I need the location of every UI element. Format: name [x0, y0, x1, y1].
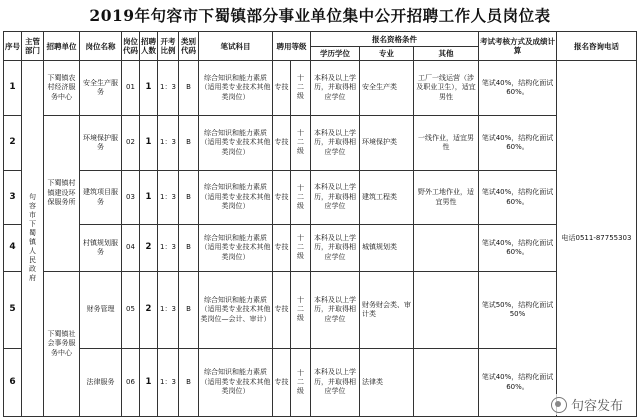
grade-cell — [291, 349, 311, 417]
seq-cell: 4 — [4, 225, 22, 272]
count-cell: 1 — [140, 349, 158, 417]
grade-text: 十二级 — [297, 234, 304, 261]
other-cell — [414, 225, 479, 272]
type-cell: 专技 — [273, 349, 291, 417]
wechat-logo-icon — [551, 397, 567, 413]
table-row — [4, 349, 637, 417]
edu-cell: 本科及以上学历，并取得相应学位 — [311, 116, 360, 171]
code-cell: 01 — [122, 61, 140, 116]
exam-cell: 笔试50%，结构化面试50% — [479, 272, 557, 349]
category-cell: B — [179, 116, 199, 171]
grade-text: 十二级 — [297, 296, 304, 323]
ratio-cell: 1：3 — [158, 225, 179, 272]
dept-name: 句容市下蜀镇人民政府 — [29, 193, 36, 283]
seq-cell: 2 — [4, 116, 22, 171]
phone-text: 电话0511-87755303 — [561, 233, 632, 242]
seq-cell: 1 — [4, 61, 22, 116]
major-cell: 环境保护类 — [360, 116, 414, 171]
other-cell: 工厂一线运营（涉及职业卫生），适宜男性 — [414, 61, 479, 116]
exam-cell: 笔试40%，结构化面试60%。 — [479, 61, 557, 116]
page-title: 2019年句容市下蜀镇部分事业单位集中公开招聘工作人员岗位表 — [89, 6, 551, 25]
code-cell: 03 — [122, 171, 140, 225]
grade-text: 十二级 — [297, 74, 304, 101]
type-cell: 专技 — [273, 171, 291, 225]
category-cell: B — [179, 272, 199, 349]
type-cell: 专技 — [273, 225, 291, 272]
other-cell — [414, 349, 479, 417]
unit-cell: 下蜀镇村镇建设环保服务所 — [44, 116, 80, 272]
major-cell: 安全生产类 — [360, 61, 414, 116]
table-row — [4, 272, 637, 349]
grade-text: 十二级 — [297, 368, 304, 395]
header-phone: 报名咨询电话 — [557, 32, 637, 61]
grade-cell — [291, 225, 311, 272]
major-cell: 财务财会类、审计类 — [360, 272, 414, 349]
seq-cell: 3 — [4, 171, 22, 225]
post-cell: 环境保护服务 — [80, 116, 122, 171]
code-cell: 02 — [122, 116, 140, 171]
dept-cell — [22, 61, 44, 417]
seq-cell: 5 — [4, 272, 22, 349]
other-cell: 野外工地作业，适宜男性 — [414, 171, 479, 225]
subject-cell: 综合知识和能力素质（适用类专业技术其他类岗位） — [199, 349, 273, 417]
header-edu: 学历学位 — [311, 47, 360, 61]
table-row — [4, 225, 637, 272]
edu-cell: 本科及以上学历，并取得相应学位 — [311, 272, 360, 349]
ratio-cell: 1：3 — [158, 349, 179, 417]
code-cell: 04 — [122, 225, 140, 272]
header-level: 聘用等级 — [273, 32, 311, 61]
count-cell: 2 — [140, 272, 158, 349]
table-row — [4, 61, 637, 116]
count-cell: 1 — [140, 61, 158, 116]
major-cell: 建筑工程类 — [360, 171, 414, 225]
code-cell: 06 — [122, 349, 140, 417]
exam-cell: 笔试40%，结构化面试60%。 — [479, 116, 557, 171]
header-post: 岗位名称 — [80, 32, 122, 61]
watermark — [548, 394, 626, 415]
table-row — [4, 171, 637, 225]
category-cell: B — [179, 349, 199, 417]
count-cell: 2 — [140, 225, 158, 272]
edu-cell: 本科及以上学历，并取得相应学位 — [311, 61, 360, 116]
grade-text: 十二级 — [297, 183, 304, 210]
exam-cell: 笔试40%，结构化面试60%。 — [479, 171, 557, 225]
recruitment-table — [3, 31, 637, 417]
subject-cell: 综合知识和能力素质（适用类专业技术其他类岗位） — [199, 116, 273, 171]
header-conditions: 报名资格条件 — [311, 32, 479, 47]
other-cell: 一线作业，适宜男性 — [414, 116, 479, 171]
category-cell: B — [179, 61, 199, 116]
count-cell: 1 — [140, 116, 158, 171]
edu-cell: 本科及以上学历，并取得相应学位 — [311, 349, 360, 417]
exam-cell: 笔试40%，结构化面试60%。 — [479, 349, 557, 417]
edu-cell: 本科及以上学历，并取得相应学位 — [311, 225, 360, 272]
phone-cell — [557, 61, 637, 417]
grade-cell — [291, 272, 311, 349]
header-major: 专业 — [360, 47, 414, 61]
watermark-text: 句容发布 — [570, 399, 623, 414]
grade-cell — [291, 116, 311, 171]
header-unit: 招聘单位 — [44, 32, 80, 61]
header-seq: 序号 — [4, 32, 22, 61]
grade-text: 十二级 — [297, 129, 304, 156]
unit-cell: 下蜀镇社会事务服务中心 — [44, 272, 80, 417]
header-dept: 主管部门 — [22, 32, 44, 61]
major-cell: 法律类 — [360, 349, 414, 417]
category-cell: B — [179, 225, 199, 272]
unit-cell: 下蜀镇农村经济服务中心 — [44, 61, 80, 116]
ratio-cell: 1：3 — [158, 272, 179, 349]
subject-cell: 综合知识和能力素质（适用类专业技术其他类岗位—会计、审计） — [199, 272, 273, 349]
subject-cell: 综合知识和能力素质（适用类专业技术其他类岗位） — [199, 61, 273, 116]
post-cell: 建筑项目服务 — [80, 171, 122, 225]
subject-cell: 综合知识和能力素质（适用类专业技术其他类岗位） — [199, 225, 273, 272]
header-subject: 笔试科目 — [199, 32, 273, 61]
post-cell: 安全生产服务 — [80, 61, 122, 116]
edu-cell: 本科及以上学历，并取得相应学位 — [311, 171, 360, 225]
count-cell: 1 — [140, 171, 158, 225]
seq-cell: 6 — [4, 349, 22, 417]
post-cell: 村镇规划服务 — [80, 225, 122, 272]
type-cell: 专技 — [273, 61, 291, 116]
header-category: 类别代码 — [179, 32, 199, 61]
type-cell: 专技 — [273, 272, 291, 349]
ratio-cell: 1：3 — [158, 116, 179, 171]
code-cell: 05 — [122, 272, 140, 349]
header-row-1 — [4, 32, 637, 47]
header-other: 其他 — [414, 47, 479, 61]
grade-cell — [291, 171, 311, 225]
ratio-cell: 1：3 — [158, 171, 179, 225]
grade-cell — [291, 61, 311, 116]
category-cell: B — [179, 171, 199, 225]
post-cell: 法律服务 — [80, 349, 122, 417]
header-exam: 考试考核方式及成绩计算 — [479, 32, 557, 61]
exam-cell: 笔试40%，结构化面试60%。 — [479, 225, 557, 272]
header-count: 招聘人数 — [140, 32, 158, 61]
table-row — [4, 116, 637, 171]
post-cell: 财务管理 — [80, 272, 122, 349]
subject-cell: 综合知识和能力素质（适用类专业技术其他类岗位） — [199, 171, 273, 225]
type-cell: 专技 — [273, 116, 291, 171]
other-cell — [414, 272, 479, 349]
major-cell: 城镇规划类 — [360, 225, 414, 272]
header-ratio: 开考比例 — [158, 32, 179, 61]
ratio-cell: 1：3 — [158, 61, 179, 116]
header-code: 岗位代码 — [122, 32, 140, 61]
